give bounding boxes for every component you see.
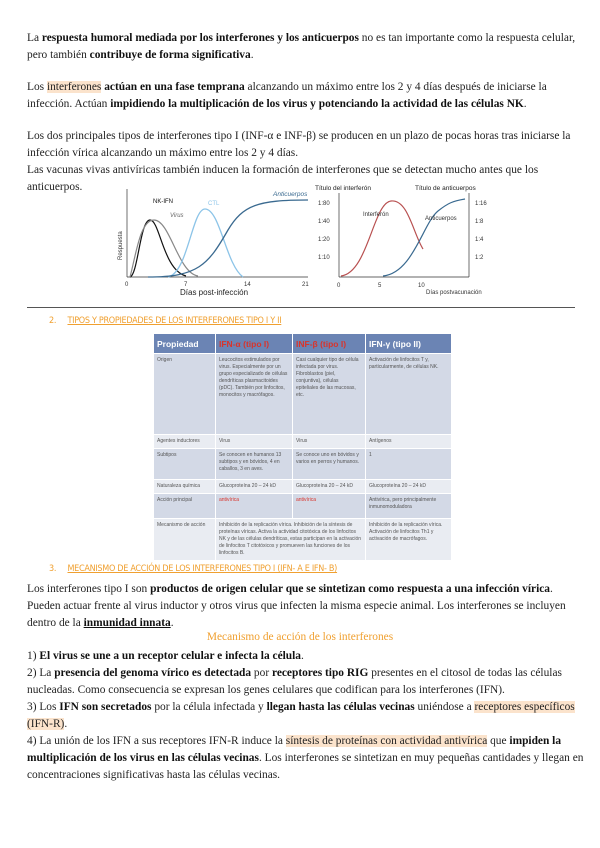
x-tick: 5: [378, 283, 382, 289]
y-tick-left: 1:10: [318, 255, 330, 261]
table-cell: Antígenos: [366, 435, 451, 448]
interferon-properties-table: [153, 333, 452, 561]
y-tick-left: 1:40: [318, 219, 330, 225]
x-tick: 7: [184, 282, 188, 288]
y-tick-right: 1:8: [475, 219, 484, 225]
y-tick-right: 1:2: [475, 255, 484, 261]
label-virus: Virus: [170, 213, 184, 219]
table-cell: Glucoproteína 20 – 24 kD: [366, 480, 451, 493]
title-interferon: Título del interferón: [315, 185, 372, 192]
table-cell: Antivírica, pero principalmente inmunomoduladora: [366, 494, 451, 518]
table-cell: Naturaleza química: [154, 480, 215, 493]
step-2: 2) La presencia del genoma vírico es detectada por receptores tipo RIG presentes en el citosol de todas las células nucleadas. Como consecuencia se expresan los genes celulares que codifican para los interferones (IFN).: [27, 667, 562, 696]
figure-response-curves: [108, 185, 313, 297]
x-tick: 21: [302, 282, 309, 288]
mechanism-title: Mecanismo de acción de los interferones: [206, 631, 394, 643]
table-cell: Virus: [293, 435, 365, 448]
step-1: 1) El virus se une a un receptor celular e infecta la célula.: [27, 650, 304, 662]
table-cell: Glucoproteína 20 – 24 kD: [216, 480, 292, 493]
step-4: 4) La unión de los IFN a sus receptores IFN-R induce la síntesis de proteínas con actividad antivírica que impiden la multiplicación de los virus en las células vecinas. Los interferones se sintetizan en muy pequeñas cantidades y llegan en concentraciones significativas hasta las células vecinas.: [27, 735, 584, 781]
header-propiedad: Propiedad: [154, 334, 215, 353]
table-cell: Virus: [216, 435, 292, 448]
table-row: [154, 480, 451, 493]
x-axis-label: Días post-infección: [180, 288, 249, 297]
table-cell: Leucocitos estimulados por virus. Especialmente por un grupo especializado de células dendríticas plasmacitoides (pDC). También por linfocitos, monocitos y macrófagos.: [216, 354, 292, 434]
table-cell: 1: [366, 449, 451, 479]
paragraph-tipo-i: Los interferones tipo I son productos de origen celular que se sintetizan como respuesta a una infección vírica. Pueden actuar frente al virus inductor y otros virus que infecten la misma especie animal. Los interferones se incluyen dentro de la inmunidad innata.: [27, 583, 566, 629]
y-tick-left: 1:80: [318, 201, 330, 207]
y-tick-right: 1:4: [475, 237, 484, 243]
x-tick: 14: [244, 282, 251, 288]
table-cell: Glucoproteína 20 – 24 kD: [293, 480, 365, 493]
table-cell: Origen: [154, 354, 215, 434]
y-tick-left: 1:20: [318, 237, 330, 243]
title-anticuerpos: Título de anticuerpos: [415, 185, 476, 192]
table-row: [154, 449, 451, 479]
header-inf-beta: INF-β (tipo I): [293, 334, 365, 353]
figure-vaccine-titers: [313, 183, 498, 298]
header-ifn-alpha: IFN-α (tipo I): [216, 334, 292, 353]
table-cell: antivírica: [216, 494, 292, 518]
anticuerpos-curve: [383, 199, 465, 276]
table-row: [154, 435, 451, 448]
table-cell: Inhibición de la replicación vírica. Inhibición de la síntesis de proteínas víricas. Activa la actividad citotóxica de los linfocitos NK y de las células dendríticas, estas participan en la activación de linfocitos T citotóxicos y promueven las funciones de los linfocitos B.: [216, 519, 365, 560]
table-cell: Activación de linfocitos T y, particularmente, de células NK.: [366, 354, 451, 434]
header-ifn-gamma: IFN-γ (tipo II): [366, 334, 451, 353]
table-cell: Casi cualquier tipo de célula infectada por virus. Fibroblastos (piel, conjuntiva), células epiteliales de las mucosas, etc.: [293, 354, 365, 434]
label-nk: NK-IFN: [153, 199, 173, 205]
section-3-heading: 3. MECANISMO DE ACCIÓN DE LOS INTERFERONES TIPO I (IFN- Α E IFN- Β): [49, 564, 338, 574]
y-axis-label: Respuesta: [118, 231, 124, 260]
table-cell: antivírica: [293, 494, 365, 518]
table-cell: Se conocen en humanos 13 subtipos y en bóvidos, 4 en caballos, 3 en aves.: [216, 449, 292, 479]
table-row: [154, 519, 451, 560]
label-anticuerpos: Anticuerpos: [425, 216, 457, 222]
x-axis-label: Días postvacunación: [426, 290, 482, 296]
table-cell: Subtipos: [154, 449, 215, 479]
table-row: [154, 494, 451, 518]
paragraph-interferones: Los interferones actúan en una fase temprana alcanzando un máximo entre los 2 y 4 días después de iniciarse la infección. Actúan impidiendo la multiplicación de los virus y potenciando la actividad de las células NK.: [27, 81, 547, 110]
table-cell: Se conoce uno en bóvidos y varios en perros y humanos.: [293, 449, 365, 479]
label-anticuerpos: Anticuerpos: [273, 191, 308, 198]
x-tick: 10: [418, 283, 425, 289]
table-cell: Acción principal: [154, 494, 215, 518]
divider: [27, 307, 575, 308]
section-2-heading: 2. TIPOS Y PROPIEDADES DE LOS INTERFERONES TIPO I Y II: [49, 316, 282, 326]
ctl-curve: [168, 209, 243, 277]
table-cell: Inhibición de la replicación vírica. Activación de linfocitos Th1 y activación de macrófagos.: [366, 519, 451, 560]
x-tick: 0: [125, 282, 129, 288]
table-row: [154, 354, 451, 434]
mechanism-steps: [27, 648, 587, 784]
y-tick-right: 1:16: [475, 201, 487, 207]
paragraph-tipos: Los dos principales tipos de interferones tipo I (INF-α e INF-β) se producen en un plazo de pocas horas tras iniciarse la infección vírica alcanzando un máximo entre los 2 y 4 días. Las vacunas vivas antivíricas también inducen la formación de interferones que se detectan mucho antes que los anticuerpos.: [27, 130, 571, 193]
step-3: 3) Los IFN son secretados por la célula infectada y llegan hasta las células vecinas uniéndose a receptores específicos (IFN-R).: [27, 701, 575, 730]
label-ctl: CTL: [208, 201, 220, 207]
label-interferon: Interferón: [363, 212, 389, 218]
table-cell: Agentes inductores: [154, 435, 215, 448]
x-tick: 0: [337, 283, 341, 289]
table-cell: Mecanismo de acción: [154, 519, 215, 560]
paragraph-humoral: La respuesta humoral mediada por los interferones y los anticuerpos no es tan importante como la respuesta celular, pero también contribuye de forma significativa.: [27, 32, 576, 61]
